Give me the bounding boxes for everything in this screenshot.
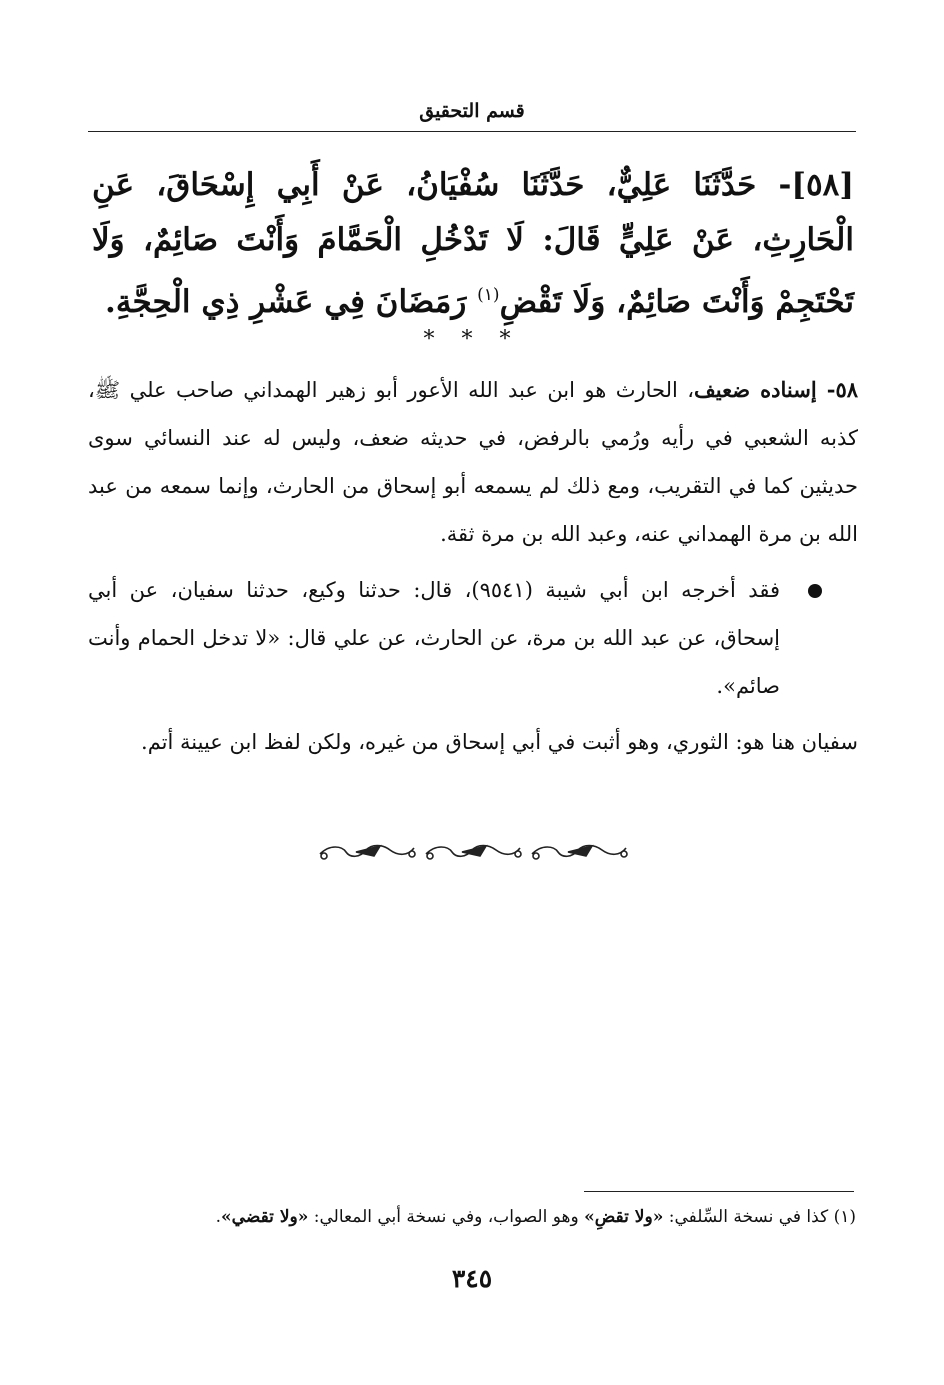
footnote-term-1: «ولا تقضِ» (584, 1207, 664, 1227)
header-rule (88, 131, 856, 132)
footnote-reference[interactable]: (١) (477, 285, 500, 305)
hadith-body: - حَدَّثَنَا عَلِيٌّ، حَدَّثَنَا سُفْيَانُ، عَنْ أَبِي إِسْحَاقَ، عَنِ الْحَارِثِ، عَنْ عَلِيٍّ قَالَ: لَا تَدْخُلِ الْحَمَّامَ وَأَنْتَ صَائِمٌ، وَلَا تَحْتَجِمْ وَأَنْتَ صَائِمٌ، وَلَا تَقْضِ (92, 167, 854, 320)
footnote-text: كذا في نسخة السِّلفي: (663, 1207, 834, 1227)
footnote-number: (١) (833, 1207, 856, 1227)
hadith-body-end: رَمَضَانَ فِي عَشْرِ ذِي الْحِجَّةِ. (105, 284, 478, 320)
footnote-term-2: «ولا تقضي» (221, 1207, 309, 1227)
bullet-text: فقد أخرجه ابن أبي شيبة (٩٥٤١)، قال: حدثنا وكيع، حدثنا سفيان، عن أبي إسحاق، عن عبد الله بن مرة، عن الحارث، عن علي قال: «لا تدخل الحمام وأنت صائم». (88, 578, 780, 698)
hadith-text (92, 158, 854, 330)
footnote-rule (584, 1191, 854, 1192)
decorative-ornament-icon (316, 838, 628, 866)
bullet-icon (808, 584, 822, 598)
footnote-end: . (215, 1207, 222, 1227)
footnote-text-2: وهو الصواب، وفي نسخة أبي المعالي: (308, 1207, 585, 1227)
section-separator: * * * (423, 327, 521, 352)
footnote (88, 1200, 856, 1234)
note-paragraph: سفيان هنا هو: الثوري، وهو أثبت في أبي إسحاق من غيره، ولكن لفظ ابن عيينة أتم. (141, 730, 858, 754)
commentary-paragraph (88, 366, 858, 558)
page-number: ٣٤٥ (451, 1264, 493, 1293)
running-head: قسم التحقيق (419, 100, 525, 122)
commentary-text: ، الحارث هو ابن عبد الله الأعور أبو زهير الهمداني صاحب علي ﷺ، كذبه الشعبي في رأيه ورُمي بالرفض، في حديثه ضعف، وليس له عند النسائي سوى حديثين كما في التقريب، ومع ذلك لم يسمعه أبو إسحاق من الحارث، وإنما سمعه من عبد الله بن مرة الهمداني عنه، وعبد الله بن مرة ثقة. (88, 378, 858, 546)
hadith-number: [٥٨] (791, 167, 854, 203)
commentary-lead: ٥٨- إسناده ضعيف (694, 377, 858, 402)
bullet-item (88, 566, 858, 710)
